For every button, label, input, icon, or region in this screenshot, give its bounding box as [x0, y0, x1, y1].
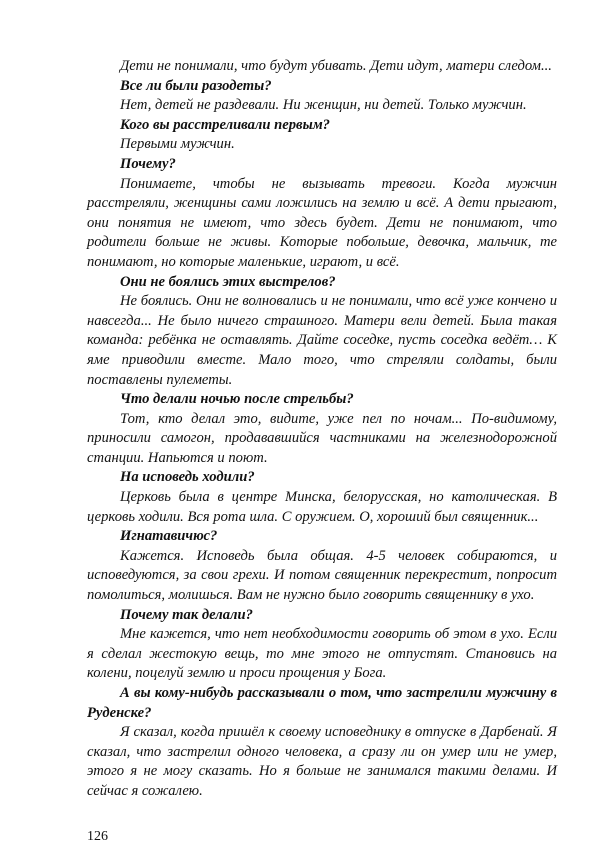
answer-paragraph: Понимаете, чтобы не вызывать тревоги. Когда мужчин расстреляли, женщины сами ложились на землю и всё. А дети прыгают, они понятия не имеют, что здесь будет. Дети не понимают, что родители больше не живы. Которые побольше, девочка, мальчик, те понимают, но которые маленькие, играют, и всё.	[87, 175, 557, 270]
question-paragraph: А вы кому-нибудь рассказывали о том, что застрелили мужчину в Руденске?	[87, 685, 557, 721]
question-paragraph: Почему так делали?	[120, 606, 253, 623]
page	[87, 57, 557, 846]
page-number: 126	[87, 828, 108, 844]
answer-paragraph: Мне кажется, что нет необходимости говорить об этом в ухо. Если я сделал жестокую вещь, то мне этого не отпустят. Становись на колени, поцелуй землю и проси прощения у Бога.	[87, 626, 557, 682]
question-paragraph: Игнатавичюс?	[120, 528, 218, 545]
answer-paragraph: Нет, детей не раздевали. Ни женщин, ни детей. Только мужчин.	[120, 97, 527, 114]
question-paragraph: Кого вы расстреливали первым?	[120, 116, 330, 133]
answer-paragraph: Кажется. Исповедь была общая. 4-5 человек собираются, и исповедуются, за свои грехи. И потом священник перекрестит, попросит помолиться, молишься. Вам не нужно было говорить священнику в ухо.	[87, 547, 557, 604]
answer-paragraph: Первыми мужчин.	[120, 136, 235, 153]
answer-paragraph: Тот, кто делал это, видите, уже пел по ночам... По-видимому, приносили самогон, продававшийся частниками на железнодорожной станции. Напьются и поют.	[87, 410, 557, 466]
page-body	[87, 57, 557, 802]
question-paragraph: Все ли были разодеты?	[120, 77, 272, 94]
question-paragraph: На исповедь ходили?	[120, 469, 255, 486]
answer-paragraph: Не боялись. Они не волновались и не понимали, что всё уже кончено и навсегда... Не было ничего страшного. Матери вели детей. Была такая команда: ребёнка не оставлять. Дайте соседке, пусть соседка ведёт… К яме приводили вместе. Мало того, что стреляли солдаты, были поставлены пулеметы.	[87, 293, 557, 388]
question-paragraph: Почему?	[120, 155, 176, 172]
answer-paragraph: Церковь была в центре Минска, белорусская, но католическая. В церковь ходили. Вся рота шла. С оружием. О, хороший был священник...	[87, 489, 557, 525]
answer-paragraph: Дети не понимали, что будут убивать. Дети идут, матери следом...	[120, 58, 552, 74]
question-paragraph: Они не боялись этих выстрелов?	[120, 273, 336, 290]
answer-paragraph: Я сказал, когда пришёл к своему исповеднику в отпуске в Дарбенай. Я сказал, что застрелил одного человека, а сразу ли он умер или не умер, этого я не могу сказать. Но я больше не занимался такими делами. И сейчас я сожалею.	[87, 724, 557, 799]
question-paragraph: Что делали ночью после стрельбы?	[120, 391, 354, 408]
